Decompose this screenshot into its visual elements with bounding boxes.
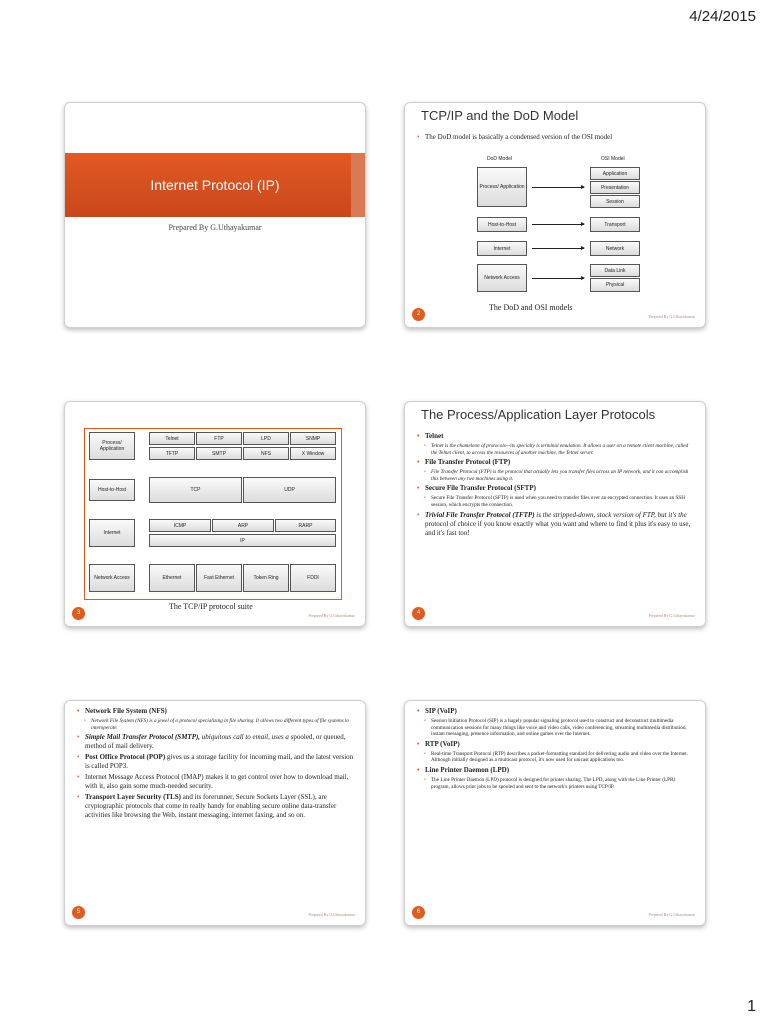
- proto-ethernet: Ethernet: [149, 564, 195, 592]
- map-arrow: [532, 278, 584, 279]
- bullet-item: • Network File System (NFS): [77, 707, 355, 716]
- layer-access: Network Access: [89, 564, 135, 592]
- page-number: 1: [747, 998, 756, 1015]
- osi-application: Application: [590, 167, 640, 180]
- proto-ip: IP: [149, 534, 336, 547]
- osi-session: Session: [590, 195, 640, 208]
- proto-token-ring: Token Ring: [243, 564, 289, 592]
- sub-bullet: • Session Initiation Protocol (SIP) is a hugely popular signaling protocol used to construct and deconstruct multimedia communication sessions for many things like voice and video calls, video conferencing, streaming multimedia distribution, instant messaging, presence information, and online games over the Internet.: [417, 718, 695, 738]
- bullet-text: gives us a storage facility for incoming mail, and the latest version is called POP3.: [85, 753, 354, 771]
- slide-credit: Prepared By G.Uthayakumar: [308, 613, 355, 618]
- slide-title: Internet Protocol (IP): [150, 177, 280, 193]
- bullet-list: [417, 133, 695, 144]
- slide-number: 3: [72, 607, 85, 620]
- bullet-item: [77, 793, 355, 820]
- proto-arp: ARP: [212, 519, 274, 532]
- slide-subtitle: Prepared By G.Uthayakumar: [168, 223, 262, 232]
- slide-4: [404, 401, 706, 627]
- slide-credit: Prepared By G.Uthayakumar: [648, 314, 695, 319]
- sub-bullet: • File Transfer Protocol (FTP) is the protocol that actually lets you transfer files across an IP network, and it can accomplish this between any two machines using it.: [417, 469, 695, 482]
- layer-host: Host-to-Host: [89, 479, 135, 501]
- dod-internet: Internet: [477, 241, 527, 256]
- bullet-item: [77, 753, 355, 771]
- proto-rarp: RARP: [275, 519, 336, 532]
- band-stripe: [351, 153, 365, 217]
- figure-caption: The TCP/IP protocol suite: [169, 602, 253, 611]
- dod-process: Process/ Application: [477, 167, 527, 207]
- proto-tcp: TCP: [149, 477, 242, 503]
- bullet-text: spooled, or queued, method of mail delivery.: [85, 733, 346, 751]
- bullet-list: [417, 707, 695, 792]
- proto-ftp: FTP: [196, 432, 242, 445]
- bullet-text: and its forerunner, Secure Sockets Layer (SSL), are cryptographic protocols that come in really handy for enabling secure online data-transfer activities like browsing the Web, instant messaging, internet faxing, and so on.: [85, 793, 337, 820]
- proto-telnet: Telnet: [149, 432, 195, 445]
- bullet-italic: is the stripped-down, stock version of FTP, but it's the: [534, 510, 687, 519]
- proto-nfs: NFS: [243, 447, 289, 460]
- proto-lpd: LPD: [243, 432, 289, 445]
- slide-title: The Process/Application Layer Protocols: [421, 407, 656, 422]
- slide-6: [404, 700, 706, 926]
- sub-bullet: • The Line Printer Daemon (LPD) protocol is designed for printer sharing. The LPD, along with the Line Printer (LPR) program, allows print jobs to be spooled and sent to the network's printers using TCP/IP.: [417, 777, 695, 790]
- bullet-head: Trivial File Transfer Protocol (TFTP): [425, 510, 535, 519]
- proto-xwindow: X Window: [290, 447, 336, 460]
- bullet-head: Post Office Protocol (POP): [85, 753, 166, 762]
- slide-1: [64, 102, 366, 328]
- slide-3: [64, 401, 366, 627]
- osi-datalink: Data Link: [590, 264, 640, 277]
- slide-5: [64, 700, 366, 926]
- sub-bullet: • Secure File Transfer Protocol (SFTP) is used when you need to transfer files over an encrypted connection. It uses an SSH session, which encrypts the connection.: [417, 495, 695, 508]
- osi-physical: Physical: [590, 278, 640, 292]
- slide-credit: Prepared By G.Uthayakumar: [648, 613, 695, 618]
- map-arrow: [532, 187, 584, 188]
- bullet-item: [417, 511, 695, 538]
- sub-bullet: • Network File System (NFS) is a jewel of a protocol specializing in file sharing. It allows two different types of file systems to interoperate.: [77, 718, 355, 731]
- bullet-text: protocol of choice if you know exactly what you want and where to find it plus it's easy to use, and it's fast too!: [425, 519, 691, 537]
- bullet-italic: ubiquitous call to email, uses a: [200, 733, 289, 742]
- bullet-list: [77, 707, 355, 822]
- dod-header: DoD Model: [487, 156, 513, 162]
- slide-2: [404, 102, 706, 328]
- slide-title: TCP/IP and the DoD Model: [421, 108, 579, 123]
- proto-icmp: ICMP: [149, 519, 211, 532]
- map-arrow: [532, 248, 584, 249]
- proto-fast-ethernet: Fast Ethernet: [196, 564, 242, 592]
- osi-presentation: Presentation: [590, 181, 640, 194]
- proto-snmp: SNMP: [290, 432, 336, 445]
- bullet-item: • Secure File Transfer Protocol (SFTP): [417, 484, 695, 493]
- map-arrow: [532, 224, 584, 225]
- bullet-list: [417, 432, 695, 540]
- page-date: 4/24/2015: [689, 8, 756, 25]
- bullet-item: • RTP (VoIP): [417, 740, 695, 749]
- bullet-head: Simple Mail Transfer Protocol (SMTP),: [85, 733, 201, 742]
- sub-bullet: • Telnet is the chameleon of protocols—its specialty is terminal emulation. It allows a user on a remote client machine, called the Telnet client, to access the resources of another machine, the Telnet server.: [417, 443, 695, 456]
- sub-bullet: • Real-time Transport Protocol (RTP) describes a packet-formatting standard for delivering audio and video over the Internet. Although initially designed as a multicast protocol, it's now used for unicast applications too.: [417, 751, 695, 764]
- bullet-item: • SIP (VoIP): [417, 707, 695, 716]
- proto-udp: UDP: [243, 477, 336, 503]
- layer-internet: Internet: [89, 519, 135, 547]
- slide-number: 5: [72, 906, 85, 919]
- bullet-item: • Line Printer Daemon (LPD): [417, 766, 695, 775]
- dod-host: Host-to-Host: [477, 217, 527, 232]
- bullet-head: Transport Layer Security (TLS): [85, 793, 181, 802]
- bullet-item: • Telnet: [417, 432, 695, 441]
- figure-caption: The DoD and OSI models: [489, 303, 573, 312]
- bullet-item: [77, 733, 355, 751]
- dod-access: Network Access: [477, 264, 527, 292]
- slide-number: 4: [412, 607, 425, 620]
- osi-transport: Transport: [590, 217, 640, 232]
- title-band: [65, 153, 365, 217]
- slide-credit: Prepared By G.Uthayakumar: [308, 912, 355, 917]
- proto-smtp: SMTP: [196, 447, 242, 460]
- proto-tftp: TFTP: [149, 447, 195, 460]
- slide-number: 6: [412, 906, 425, 919]
- bullet-item: • Internet Message Access Protocol (IMAP) makes it to get control over how to download mail, with it, also gain some much-needed security.: [77, 773, 355, 791]
- osi-header: OSI Model: [601, 156, 625, 162]
- proto-fddi: FDDI: [290, 564, 336, 592]
- slide-credit: Prepared By G.Uthayakumar: [648, 912, 695, 917]
- bullet-item: • File Transfer Protocol (FTP): [417, 458, 695, 467]
- bullet-item: • The DoD model is basically a condensed version of the OSI model: [417, 133, 695, 142]
- layer-process: Process/ Application: [89, 432, 135, 460]
- slide-number: 2: [412, 308, 425, 321]
- osi-network: Network: [590, 241, 640, 256]
